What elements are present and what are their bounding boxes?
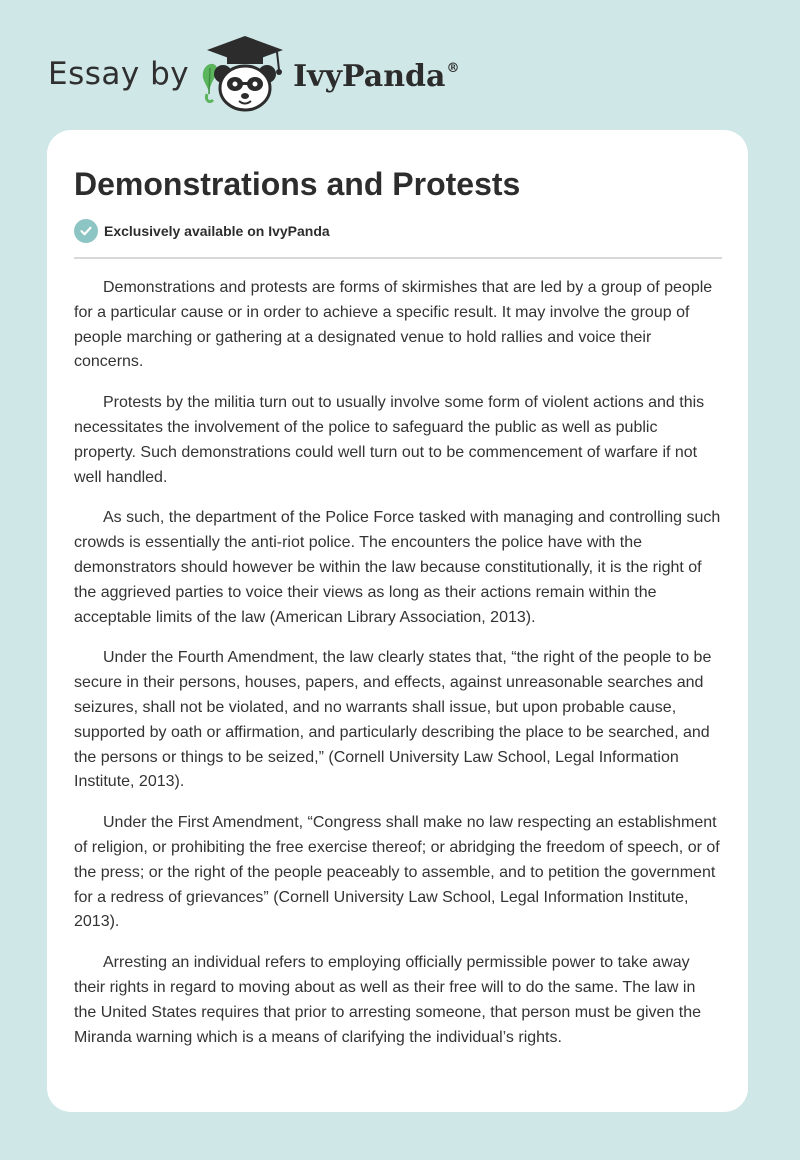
- divider: [74, 257, 722, 259]
- exclusive-badge: [74, 219, 722, 243]
- essay-card: [47, 130, 748, 1112]
- paragraph: Under the Fourth Amendment, the law clearly states that, “the right of the people to be secure in their persons, houses, papers, and effects, against unreasonable searches and seizures, shall not be violated, and no warrants shall issue, but upon probable cause, supported by oath or affirmation, and particularly describing the place to be searched, and the persons or things to be seized,” (Cornell University Law School, Legal Information Institute, 2013).: [74, 649, 712, 791]
- paragraph: Arresting an individual refers to employing officially permissible power to take away their rights in regard to moving about as well as their free will to do the same. The law in the United States requires that prior to arresting someone, that person must be given the Miranda warning which is a means of clarifying the individual’s rights.: [74, 954, 702, 1046]
- paragraph: Demonstrations and protests are forms of skirmishes that are led by a group of people for a particular cause or in order to achieve a specific result. It may involve the group of people marching or gathering at a designated venue to hold rallies and voice their concerns.: [74, 279, 713, 371]
- ivypanda-wordmark: IvyPanda®: [293, 58, 460, 94]
- site-header-brand[interactable]: [48, 34, 459, 114]
- exclusive-label: Exclusively available on IvyPanda: [104, 223, 330, 239]
- paragraph: Protests by the militia turn out to usually involve some form of violent actions and this necessitates the involvement of the police to safeguard the public as well as public property. Such demonstrations could well turn out to be commencement of warfare if not well handled.: [74, 394, 705, 486]
- essay-by-label: Essay by: [48, 56, 190, 92]
- essay-body: [74, 276, 722, 1050]
- paragraph: As such, the department of the Police Force tasked with managing and controlling such crowds is essentially the anti-riot police. The encounters the police have with the demonstrators should however be within the law because constitutionally, it is the right of the aggrieved parties to voice their views as long as their actions remain within the acceptable limits of the law (American Library Association, 2013).: [74, 509, 721, 626]
- paragraph: Under the First Amendment, “Congress shall make no law respecting an establishment of religion, or prohibiting the free exercise thereof; or abridging the freedom of speech, or of the press; or the right of the people peaceably to assemble, and to petition the government for a redress of grievances” (Cornell University Law School, Legal Information Institute, 2013).: [74, 814, 720, 931]
- panda-logo-icon: [199, 34, 291, 114]
- check-icon: [74, 219, 98, 243]
- page-title: Demonstrations and Protests: [74, 166, 521, 202]
